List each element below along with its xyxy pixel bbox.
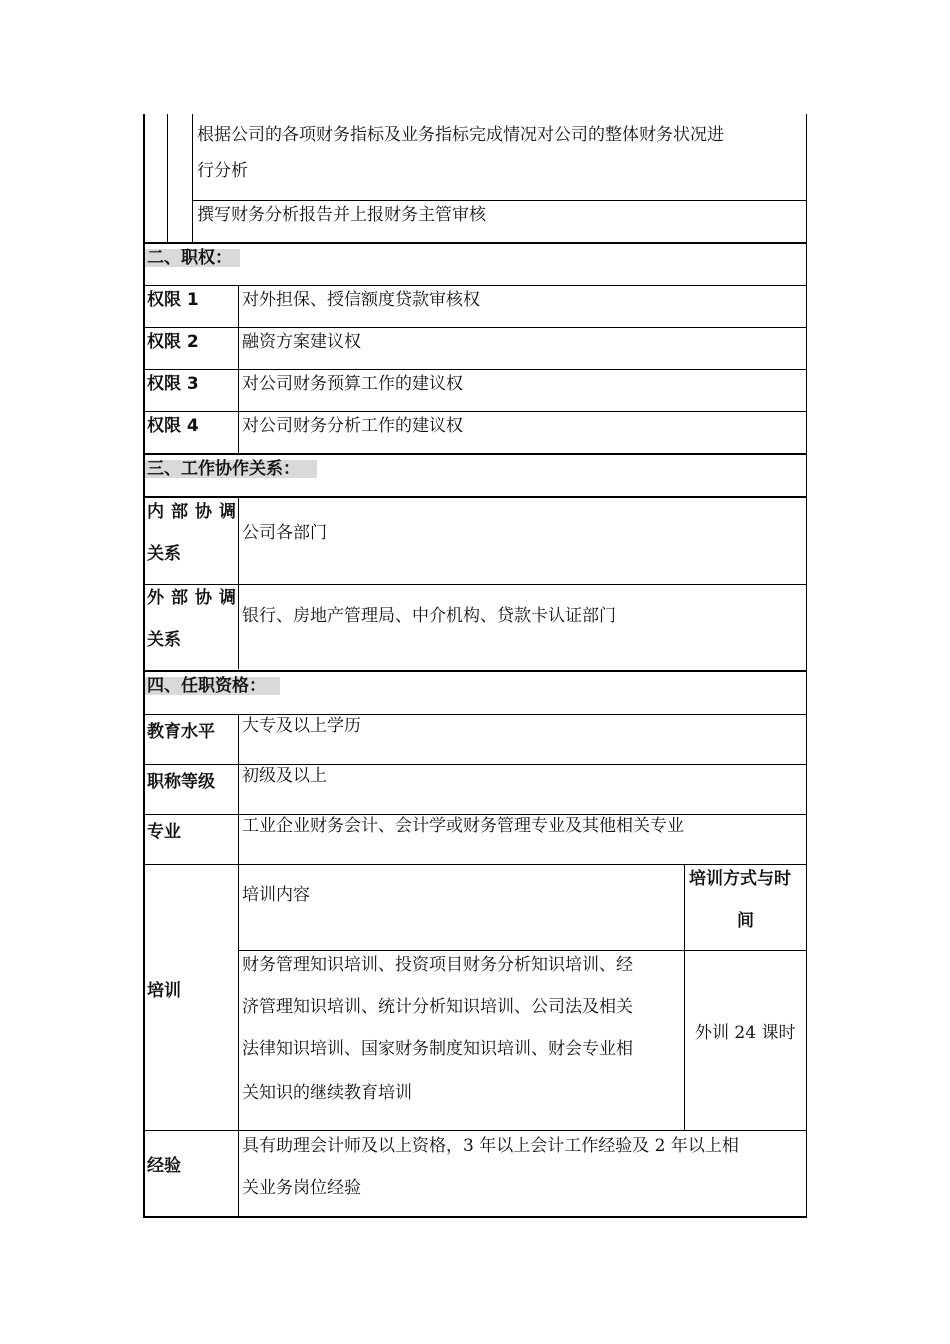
duty-text-report: 撰写财务分析报告并上报财务主管审核 xyxy=(197,205,486,225)
education-label: 教育水平 xyxy=(147,722,215,742)
authority-text-4: 对公司财务分析工作的建议权 xyxy=(242,416,463,436)
internal-text: 公司各部门 xyxy=(242,523,327,543)
divider xyxy=(192,114,193,243)
training-method-value: 外训 24 课时 xyxy=(695,1023,796,1043)
divider xyxy=(167,114,168,243)
major-text: 工业企业财务会计、会计学或财务管理专业及其他相关专业 xyxy=(242,816,684,836)
external-text: 银行、房地产管理局、中介机构、贷款卡认证部门 xyxy=(242,606,616,626)
title-level-label: 职称等级 xyxy=(147,772,215,792)
table-bottom-border xyxy=(143,1216,807,1218)
divider xyxy=(143,242,807,244)
section-heading-collaboration: 三、工作协作关系： xyxy=(147,459,300,479)
training-content-line3: 法律知识培训、国家财务制度知识培训、财会专业相 xyxy=(242,1039,633,1059)
section-heading-qualifications: 四、任职资格： xyxy=(147,676,266,696)
title-level-text: 初级及以上 xyxy=(242,766,327,786)
divider xyxy=(684,864,685,1130)
experience-label: 经验 xyxy=(147,1156,181,1176)
authority-label-3: 权限 3 xyxy=(147,374,199,394)
authority-label-1: 权限 1 xyxy=(147,290,199,310)
education-text: 大专及以上学历 xyxy=(242,716,361,736)
training-content-line1: 财务管理知识培训、投资项目财务分析知识培训、经 xyxy=(242,955,633,975)
authority-text-2: 融资方案建议权 xyxy=(242,332,361,352)
internal-label-line1: 内部协调 xyxy=(147,502,243,522)
major-label: 专业 xyxy=(147,822,181,842)
training-content-line2: 济管理知识培训、统计分析知识培训、公司法及相关 xyxy=(242,997,633,1017)
table-left-border xyxy=(143,114,145,1218)
duty-text-line1: 根据公司的各项财务指标及业务指标完成情况对公司的整体财务状况进 xyxy=(197,125,724,145)
training-content-header: 培训内容 xyxy=(242,885,310,905)
authority-label-2: 权限 2 xyxy=(147,332,199,352)
internal-label-line2: 关系 xyxy=(147,544,181,564)
external-label-line1: 外部协调 xyxy=(147,588,243,608)
training-method-header-line2: 间 xyxy=(737,911,754,931)
experience-text-line2: 关业务岗位经验 xyxy=(242,1178,361,1198)
duty-text-line2: 行分析 xyxy=(197,161,248,181)
authority-text-3: 对公司财务预算工作的建议权 xyxy=(242,374,463,394)
authority-text-1: 对外担保、授信额度贷款审核权 xyxy=(242,290,480,310)
training-method-header-line1: 培训方式与时 xyxy=(689,869,791,889)
external-label-line2: 关系 xyxy=(147,630,181,650)
section-heading-authority: 二、职权： xyxy=(147,248,232,268)
training-label: 培训 xyxy=(147,981,181,1001)
authority-label-4: 权限 4 xyxy=(147,416,199,436)
divider xyxy=(238,714,239,1217)
training-content-line4: 关知识的继续教育培训 xyxy=(242,1083,412,1103)
table-right-border xyxy=(806,114,807,1218)
experience-text-line1: 具有助理会计师及以上资格，3 年以上会计工作经验及 2 年以上相 xyxy=(242,1136,739,1156)
